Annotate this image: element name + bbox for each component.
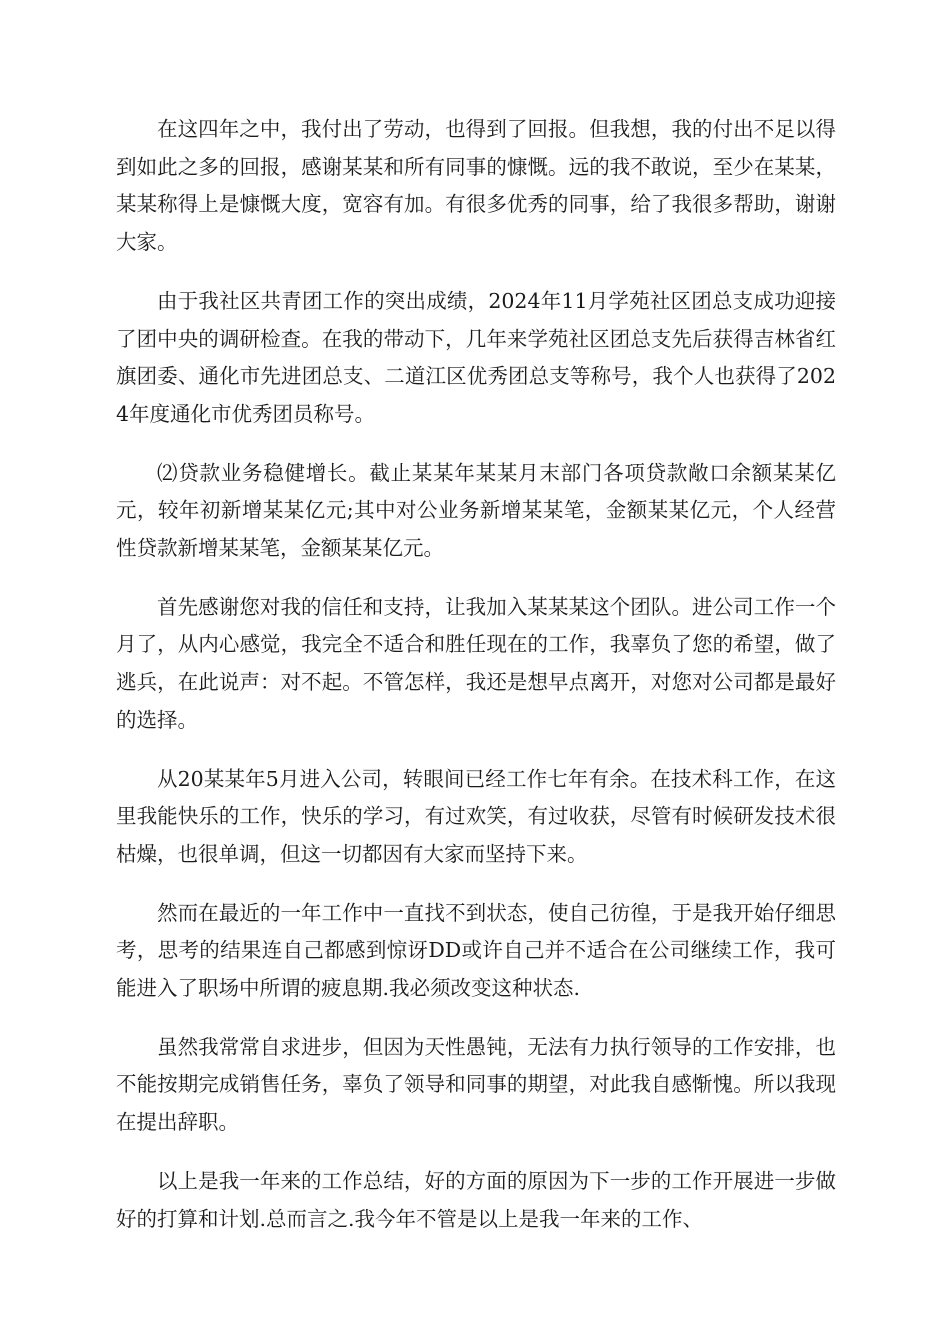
paragraph-7: 虽然我常常自求进步，但因为天性愚钝，无法有力执行领导的工作安排，也不能按期完成销售任务，辜负了领导和同事的期望，对此我自感惭愧。所以我现在提出辞职。 xyxy=(116,1034,836,1135)
document-body xyxy=(116,111,836,1259)
paragraph-1: 在这四年之中，我付出了劳动，也得到了回报。但我想，我的付出不足以得到如此之多的回报，感谢某某和所有同事的慷慨。远的我不敢说，至少在某某，某某称得上是慷慨大度，宽容有加。有很多优秀的同事，给了我很多帮助，谢谢大家。 xyxy=(116,117,836,255)
paragraph-2: 由于我社区共青团工作的突出成绩，2024年11月学苑社区团总支成功迎接了团中央的调研检查。在我的带动下，几年来学苑社区团总支先后获得吉林省红旗团委、通化市先进团总支、二道江区优秀团总支等称号，我个人也获得了2024年度通化市优秀团员称号。 xyxy=(116,288,836,426)
paragraph-6: 然而在最近的一年工作中一直找不到状态，使自己彷徨，于是我开始仔细思考，思考的结果连自己都感到惊讶DD或许自己并不适合在公司继续工作，我可能进入了职场中所谓的疲息期.我必须改变这种状态. xyxy=(116,900,836,1001)
paragraph-4: 首先感谢您对我的信任和支持，让我加入某某某这个团队。进公司工作一个月了，从内心感觉，我完全不适合和胜任现在的工作，我辜负了您的希望，做了逃兵，在此说声：对不起。不管怎样，我还是想早点离开，对您对公司都是最好的选择。 xyxy=(116,594,836,732)
paragraph-5: 从20某某年5月进入公司，转眼间已经工作七年有余。在技术科工作，在这里我能快乐的工作，快乐的学习，有过欢笑，有过收获，尽管有时候研发技术很枯燥，也很单调，但这一切都因有大家而坚持下来。 xyxy=(116,766,836,866)
paragraph-8: 以上是我一年来的工作总结，好的方面的原因为下一步的工作开展进一步做好的打算和计划.总而言之.我今年不管是以上是我一年来的工作、 xyxy=(116,1168,836,1231)
paragraph-3: ⑵贷款业务稳健增长。截止某某年某某月末部门各项贷款敞口余额某某亿元，较年初新增某某亿元;其中对公业务新增某某笔，金额某某亿元，个人经营性贷款新增某某笔，金额某某亿元。 xyxy=(116,460,836,561)
